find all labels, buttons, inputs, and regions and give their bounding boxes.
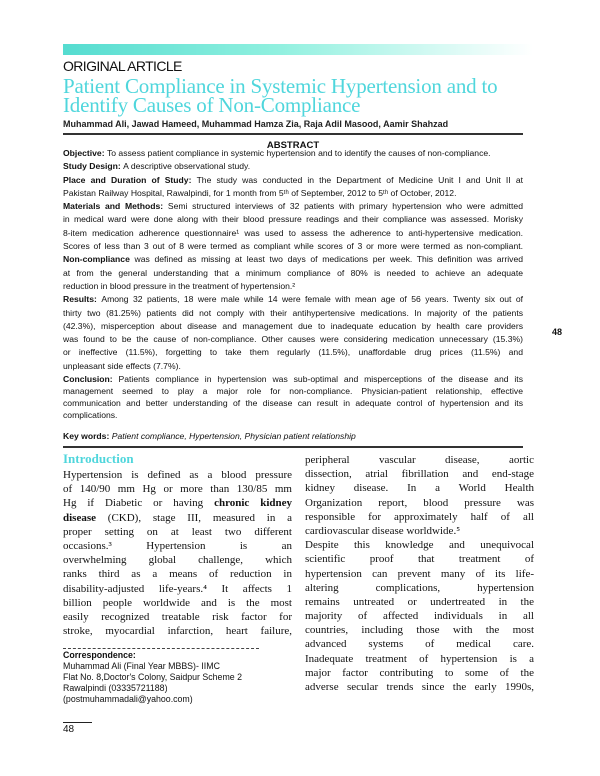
body-text-line: [305, 538, 534, 552]
abstract-label: Results:: [63, 294, 102, 305]
text-segment: Hg if Diabetic or having: [63, 497, 215, 510]
page-number: 48: [63, 724, 75, 735]
text-segment: scientific proof that treatment of: [305, 553, 534, 566]
text-segment: remains untreated or undertreated in the: [305, 595, 534, 608]
divider: [63, 446, 523, 448]
abstract-text: was defined as missing at least two days of medications per week. This definition was arrived: [134, 254, 524, 265]
abstract-text: complications.: [63, 410, 118, 421]
body-text-line: [63, 567, 292, 581]
body-text-line: [63, 482, 292, 496]
abstract-line: [63, 280, 523, 293]
footnote-divider: [63, 648, 259, 649]
abstract-line: [63, 293, 523, 306]
text-segment: kidney disease. In a World Health: [305, 482, 534, 495]
abstract-line: [63, 307, 523, 320]
abstract-line: [63, 360, 523, 373]
body-text-line: [305, 567, 534, 581]
abstract-line: [63, 397, 523, 409]
abstract-label: Place and Duration of Study:: [63, 174, 197, 185]
abstract-line: [63, 333, 523, 346]
body-text-line: [305, 581, 534, 595]
article-type: ORIGINAL ARTICLE: [63, 58, 182, 74]
body-text-line: [63, 610, 292, 624]
abstract-text: Patients compliance in hypertension was sub-optimal and misperceptions of the disease and its: [118, 374, 523, 385]
text-segment: overwhelming global challenge, which: [63, 554, 292, 567]
text-segment: hypertension can prevent many of its life-: [305, 567, 534, 580]
abstract-label: Study Design:: [63, 161, 124, 172]
correspondence-email: (postmuhammadali@yahoo.com): [63, 694, 193, 704]
keywords-list: Patient compliance, Hypertension, Physician patient relationship: [111, 431, 356, 441]
text-segment: countries, including those with the most: [305, 624, 534, 637]
abstract-text: Scores of less than 3 out of 8 were termed as compliant while scores of 3 or more were termed as non-compliant.: [63, 241, 523, 252]
text-segment: responsible for approximately half of all: [305, 510, 534, 523]
body-text-line: [305, 666, 534, 680]
body-text-line: [305, 637, 534, 651]
body-text-line: [63, 582, 292, 596]
abstract-text: Among 32 patients, 18 were male while 14 were female with mean age of 56 years. Twenty six out of: [101, 294, 524, 305]
body-column-right: [305, 453, 534, 694]
abstract-text: A descriptive observational study.: [123, 161, 251, 172]
abstract-line: [63, 187, 523, 200]
abstract-text: The study was conducted in the Department of Medicine Unit I and Unit II at: [196, 174, 523, 185]
body-text-line: [63, 525, 292, 539]
abstract-line: [63, 213, 523, 226]
text-segment: Hypertension is defined as a blood pressure: [63, 469, 292, 481]
body-text-line: [63, 468, 292, 482]
body-text-line: [305, 510, 534, 524]
text-segment: Inadequate treatment of hypertension is a: [305, 652, 534, 665]
abstract-text: reduction in blood pressure in the treatment of hypertension.²: [63, 280, 296, 291]
abstract-line: [63, 409, 523, 421]
text-segment: billion people worldwide and is the most: [63, 596, 292, 609]
text-segment: Despite this knowledge and unequivocal: [305, 539, 534, 552]
bold-term: chronic kidney: [214, 497, 292, 510]
body-text-line: [63, 511, 292, 525]
correspondence: [63, 650, 242, 705]
abstract-body: [63, 147, 523, 421]
body-text-line: [305, 595, 534, 609]
abstract-text: Pakistan Railway Hospital, Rawalpindi, for 1 month from 5ᵗʰ of September, 2012 to 5ᵗʰ of October, 2012.: [63, 187, 457, 198]
text-segment: cardiovascular disease worldwide.⁵: [305, 524, 461, 537]
body-text-line: [305, 467, 534, 481]
abstract-line: [63, 147, 523, 160]
abstract-paragraphs: [63, 147, 523, 373]
correspondence-line: Flat No. 8,Doctor's Colony, Saidpur Scheme 2: [63, 672, 243, 682]
body-text-line: [305, 552, 534, 566]
text-segment: majority of affected individuals in all: [305, 610, 534, 623]
abstract-line: [63, 240, 523, 253]
abstract-text: To assess patient compliance in systemic hypertension and to identify the causes of non-compliance.: [106, 148, 491, 158]
abstract-text: (42.3%), misperception about disease and management due to inadequate education by health care providers: [63, 320, 523, 331]
correspondence-line: Muhammad Ali (Final Year MBBS)- IIMC: [63, 661, 220, 671]
abstract-text: 8-item medication adherence questionnaire¹ was used to assess the adherence to anti-hypertensive medication.: [63, 227, 523, 238]
keywords: [63, 431, 356, 441]
bold-term: disease: [63, 511, 96, 524]
body-text-line: [63, 596, 292, 610]
abstract-text: at from the general understanding that a minimum compliance of 80% is needed to achieve an adequate: [63, 267, 523, 278]
text-segment: disability-adjusted life-years.⁴ It affects 1: [63, 582, 292, 595]
abstract-text: or ineffective (11.5%), forgetting to take them regularly (11.5%), unaffordable drug prices (11.5%) and: [63, 347, 523, 358]
body-text-line: [63, 496, 292, 510]
correspondence-line: Rawalpindi (03335721188): [63, 683, 168, 693]
body-text-line: [305, 623, 534, 637]
abstract-text: Semi structured interviews of 32 patients with primary hypertension who were admitted: [167, 201, 523, 212]
abstract-line: [63, 253, 523, 266]
text-segment: stroke, myocardial infarction, heart failure,: [63, 625, 292, 638]
title-line: Patient Compliance in Systemic Hypertension and to: [63, 74, 498, 98]
footer-rule: [63, 722, 92, 723]
author-list: Muhammad Ali, Jawad Hameed, Muhammad Hamza Zia, Raja Adil Masood, Aamir Shahzad: [63, 119, 449, 129]
keywords-label: Key words:: [63, 431, 112, 441]
text-segment: ranks third as a means of reduction in: [63, 568, 292, 581]
divider: [63, 133, 523, 135]
body-text-line: [305, 453, 534, 467]
abstract-line: [63, 160, 523, 173]
correspondence-heading: Correspondence:: [63, 650, 136, 660]
text-segment: peripheral vascular disease, aortic: [305, 454, 534, 466]
abstract-text: management seemed to play a major role for non-compliance. Physician-patient relationship, effective: [63, 386, 523, 397]
body-text-line: [305, 680, 534, 694]
text-segment: easily recognized treatable risk factor for: [63, 610, 292, 623]
body-text-line: [305, 481, 534, 495]
section-heading-introduction: Introduction: [63, 451, 134, 466]
text-segment: occasions.³ Hypertension is an: [63, 539, 292, 552]
abstract-text: was found to be the cause of non-compliance. Other causes were considering medication unnecessary (15.3%): [63, 334, 523, 345]
side-page-number: 48: [552, 327, 563, 337]
body-text-line: [305, 524, 534, 538]
abstract-line: [63, 227, 523, 240]
abstract-line: [63, 174, 523, 187]
text-segment: advanced systems of medical care.: [305, 638, 534, 651]
abstract-conclusion: [63, 373, 523, 421]
abstract-label: Objective:: [63, 148, 107, 158]
text-segment: dissection, atrial fibrillation and end-stage: [305, 468, 534, 481]
abstract-label: Materials and Methods:: [63, 201, 168, 212]
abstract-line: [63, 346, 523, 359]
abstract-line: [63, 267, 523, 280]
body-text-line: [63, 539, 292, 553]
abstract-text: in medical ward were done along with their blood pressure readings and their compliance was assessed. Morisky: [63, 214, 523, 225]
body-text-line: [63, 553, 292, 567]
title-line: Identify Causes of Non-Compliance: [63, 93, 361, 117]
abstract-text: unpleasant side effects (7.7%).: [63, 360, 181, 371]
text-segment: altering complications, hypertension: [305, 581, 534, 594]
abstract-label: Conclusion:: [63, 374, 119, 385]
abstract-label: Non-compliance: [63, 254, 135, 265]
abstract-line: [63, 320, 523, 333]
article-title: [63, 74, 533, 117]
text-segment: adverse secular trends since the early 1990s,: [305, 681, 534, 693]
body-text-line: [305, 652, 534, 666]
text-segment: (CKD), stage III, measured in a: [96, 511, 292, 524]
abstract-text: thirty two (81.25%) patients did not comply with their antihypertensive medications. In majority of the patients: [63, 307, 523, 318]
abstract-heading: ABSTRACT: [266, 140, 320, 151]
text-segment: Organization report, blood pressure was: [305, 496, 534, 509]
text-segment: proper setting on at least two different: [63, 525, 292, 538]
body-text-line: [305, 496, 534, 510]
abstract-line: [63, 373, 523, 385]
body-text-line: [63, 624, 292, 638]
abstract-line: [63, 385, 523, 397]
text-segment: major factor contributing to some of the: [305, 666, 534, 679]
abstract-text: communication and better understanding of the disease can result in adequate control of hypertension and its: [63, 398, 523, 409]
body-text-line: [305, 609, 534, 623]
abstract-line: [63, 200, 523, 213]
text-segment: of 140/90 mm Hg or more than 130/85 mm: [63, 483, 292, 496]
header-color-bar: [63, 44, 533, 55]
body-column-left: [63, 468, 292, 638]
